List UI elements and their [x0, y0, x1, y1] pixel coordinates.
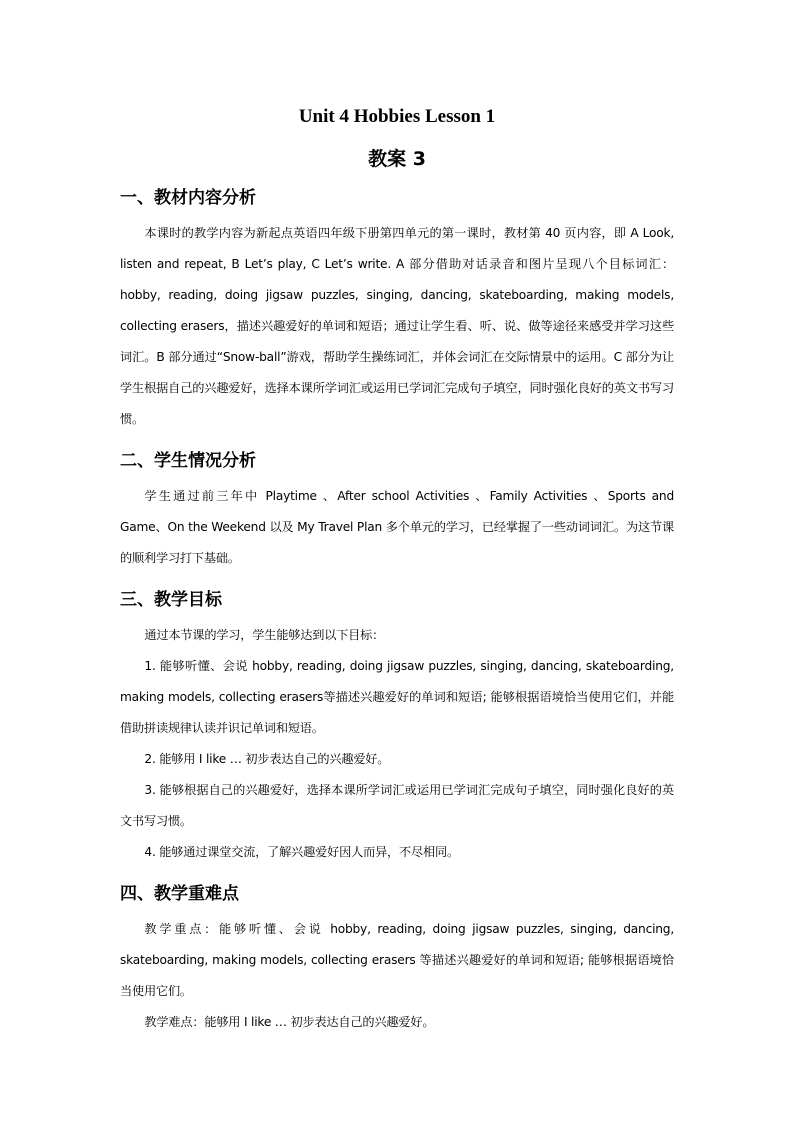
difficult-point-paragraph: 教学难点：能够用 I like … 初步表达自己的兴趣爱好。 — [144, 1015, 435, 1029]
section-heading: 一、教材内容分析 — [120, 188, 256, 208]
section-paragraph: 学生通过前三年中 Playtime 、After school Activities 、Family Activities 、Sports and Game、On the Weekend 以及 My Travel Plan 多个单元的学习，已经掌握了一些动词词汇。为这节课的顺利学习打下基础。 — [120, 489, 674, 565]
section-textbook-analysis — [120, 186, 674, 435]
section-student-analysis — [120, 449, 674, 574]
section-heading: 四、教学重难点 — [120, 884, 239, 904]
section-paragraph: 通过本节课的学习，学生能够达到以下目标： — [144, 628, 385, 642]
document-title: Unit 4 Hobbies Lesson 1 — [298, 106, 496, 127]
objective-item: 2. 能够用 I like … 初步表达自己的兴趣爱好。 — [144, 752, 390, 766]
document-page — [120, 104, 674, 1038]
section-teaching-objectives — [120, 588, 674, 868]
section-heading: 三、教学目标 — [120, 590, 222, 610]
document-subtitle: 教案 3 — [368, 148, 426, 170]
key-point-paragraph: 教学重点：能够听懂、会说 hobby, reading, doing jigsaw puzzles, singing, dancing, skateboarding, making models, collecting erasers 等描述兴趣爱好的单词和短语; 能够根据语境恰当使用它们。 — [120, 922, 674, 998]
objective-item: 3. 能够根据自己的兴趣爱好，选择本课所学词汇或运用已学词汇完成句子填空，同时强化良好的英文书写习惯。 — [120, 783, 674, 828]
objective-item: 1. 能够听懂、会说 hobby, reading, doing jigsaw puzzles, singing, dancing, skateboarding, making models, collecting erasers等描述兴趣爱好的单词和短语; 能够根据语境恰当使用它们，并能借助拼读规律认读并识记单词和短语。 — [120, 659, 674, 735]
section-heading: 二、学生情况分析 — [120, 451, 256, 471]
section-key-difficult-points — [120, 882, 674, 1038]
section-paragraph: 本课时的教学内容为新起点英语四年级下册第四单元的第一课时，教材第 40 页内容，即 A Look, listen and repeat, B Let’s play, C Let’s write. A 部分借助对话录音和图片呈现八个目标词汇：hobby, reading, doing jigsaw puzzles, singing, dancing, skateboarding, making models, collecting erasers，描述兴趣爱好的单词和短语；通过让学生看、听、说、做等途径来感受并学习这些词汇。B 部分通过“Snow-ball”游戏，帮助学生操练词汇，并体会词汇在交际情景中的运用。C 部分为让学生根据自己的兴趣爱好，选择本课所学词汇或运用已学词汇完成句子填空，同时强化良好的英文书写习惯。 — [120, 226, 674, 426]
objective-item: 4. 能够通过课堂交流，了解兴趣爱好因人而异，不尽相同。 — [144, 845, 459, 859]
